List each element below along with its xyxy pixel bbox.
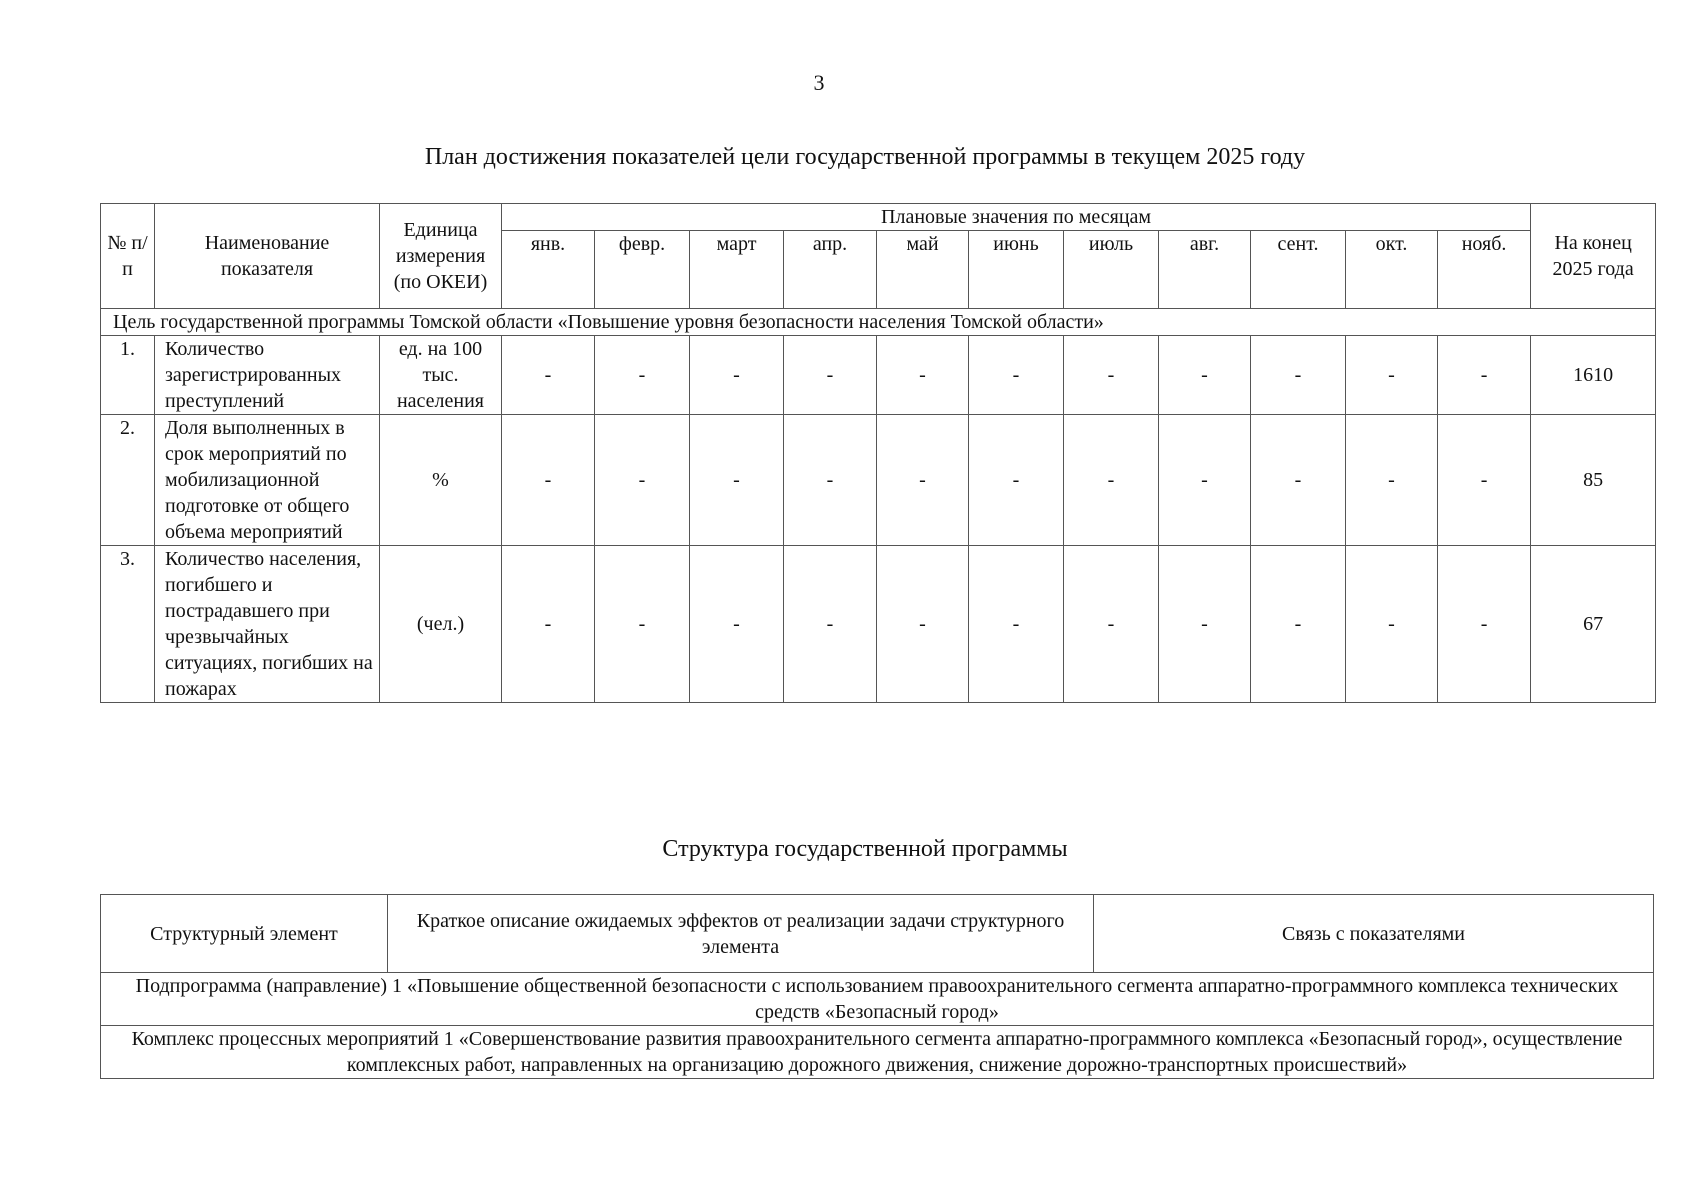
header-planned: Плановые значения по месяцам xyxy=(502,204,1531,231)
indicator-unit: % xyxy=(380,415,502,546)
month-value: - xyxy=(502,336,595,415)
month-value: - xyxy=(1346,415,1438,546)
month-value: - xyxy=(502,415,595,546)
page-number: 3 xyxy=(813,70,825,95)
header-month: март xyxy=(690,231,784,309)
header-indicator-link: Связь с показателями xyxy=(1094,895,1654,973)
month-value: - xyxy=(595,546,690,703)
goal-row: Цель государственной программы Томской области «Повышение уровня безопасности населения Томской области» xyxy=(101,309,1656,336)
month-value: - xyxy=(595,336,690,415)
end-value: 1610 xyxy=(1531,336,1656,415)
month-value: - xyxy=(1064,546,1159,703)
row-num: 1. xyxy=(101,336,155,415)
month-value: - xyxy=(877,415,969,546)
plan-title: План достижения показателей цели государственной программы в текущем 2025 году xyxy=(424,144,1306,170)
month-value: - xyxy=(877,336,969,415)
month-value: - xyxy=(969,415,1064,546)
indicator-name: Количество населения, погибшего и пострадавшего при чрезвычайных ситуациях, погибших на пожарах xyxy=(155,546,380,703)
header-month: нояб. xyxy=(1438,231,1531,309)
header-effects-description: Краткое описание ожидаемых эффектов от реализации задачи структурного элемента xyxy=(388,895,1094,973)
end-value: 67 xyxy=(1531,546,1656,703)
header-month: июнь xyxy=(969,231,1064,309)
indicator-unit: (чел.) xyxy=(380,546,502,703)
header-month: янв. xyxy=(502,231,595,309)
month-value: - xyxy=(1159,336,1251,415)
month-value: - xyxy=(1438,415,1531,546)
header-name: Наименование показателя xyxy=(155,204,380,309)
structure-title: Структура государственной программы xyxy=(662,836,1068,862)
month-value: - xyxy=(784,415,877,546)
month-value: - xyxy=(1251,415,1346,546)
header-month: апр. xyxy=(784,231,877,309)
month-value: - xyxy=(969,336,1064,415)
header-num: № п/п xyxy=(101,204,155,309)
month-value: - xyxy=(1346,546,1438,703)
month-value: - xyxy=(690,415,784,546)
row-num: 2. xyxy=(101,415,155,546)
month-value: - xyxy=(969,546,1064,703)
header-month: сент. xyxy=(1251,231,1346,309)
header-month: июль xyxy=(1064,231,1159,309)
table-row xyxy=(101,546,1656,703)
month-value: - xyxy=(1346,336,1438,415)
month-value: - xyxy=(502,546,595,703)
header-end: На конец 2025 года xyxy=(1531,204,1656,309)
header-structural-element: Структурный элемент xyxy=(101,895,388,973)
month-value: - xyxy=(784,546,877,703)
month-value: - xyxy=(1064,336,1159,415)
plan-table xyxy=(100,203,1656,703)
table-row xyxy=(101,415,1656,546)
month-value: - xyxy=(1251,336,1346,415)
month-value: - xyxy=(784,336,877,415)
header-month: окт. xyxy=(1346,231,1438,309)
process-complex-row: Комплекс процессных мероприятий 1 «Совершенствование развития правоохранительного сегмента аппаратно-программного комплекса «Безопасный город», осуществление комплексных работ, направленных на организацию дорожного движения, снижение дорожно-транспортных происшествий» xyxy=(101,1026,1654,1079)
header-month: май xyxy=(877,231,969,309)
indicator-unit: ед. на 100 тыс. населения xyxy=(380,336,502,415)
month-value: - xyxy=(1438,336,1531,415)
row-num: 3. xyxy=(101,546,155,703)
month-value: - xyxy=(690,546,784,703)
month-value: - xyxy=(690,336,784,415)
subprogram-row: Подпрограмма (направление) 1 «Повышение общественной безопасности с использованием правоохранительного сегмента аппаратно-программного комплекса технических средств «Безопасный город» xyxy=(101,973,1654,1026)
table-row xyxy=(101,336,1656,415)
month-value: - xyxy=(877,546,969,703)
header-month: авг. xyxy=(1159,231,1251,309)
end-value: 85 xyxy=(1531,415,1656,546)
month-value: - xyxy=(1251,546,1346,703)
month-value: - xyxy=(1064,415,1159,546)
header-unit: Единица измерения (по ОКЕИ) xyxy=(380,204,502,309)
month-value: - xyxy=(1438,546,1531,703)
indicator-name: Доля выполненных в срок мероприятий по мобилизационной подготовке от общего объема мероприятий xyxy=(155,415,380,546)
indicator-name: Количество зарегистрированных преступлений xyxy=(155,336,380,415)
month-value: - xyxy=(595,415,690,546)
month-value: - xyxy=(1159,415,1251,546)
month-value: - xyxy=(1159,546,1251,703)
structure-table xyxy=(100,894,1654,1079)
header-month: февр. xyxy=(595,231,690,309)
